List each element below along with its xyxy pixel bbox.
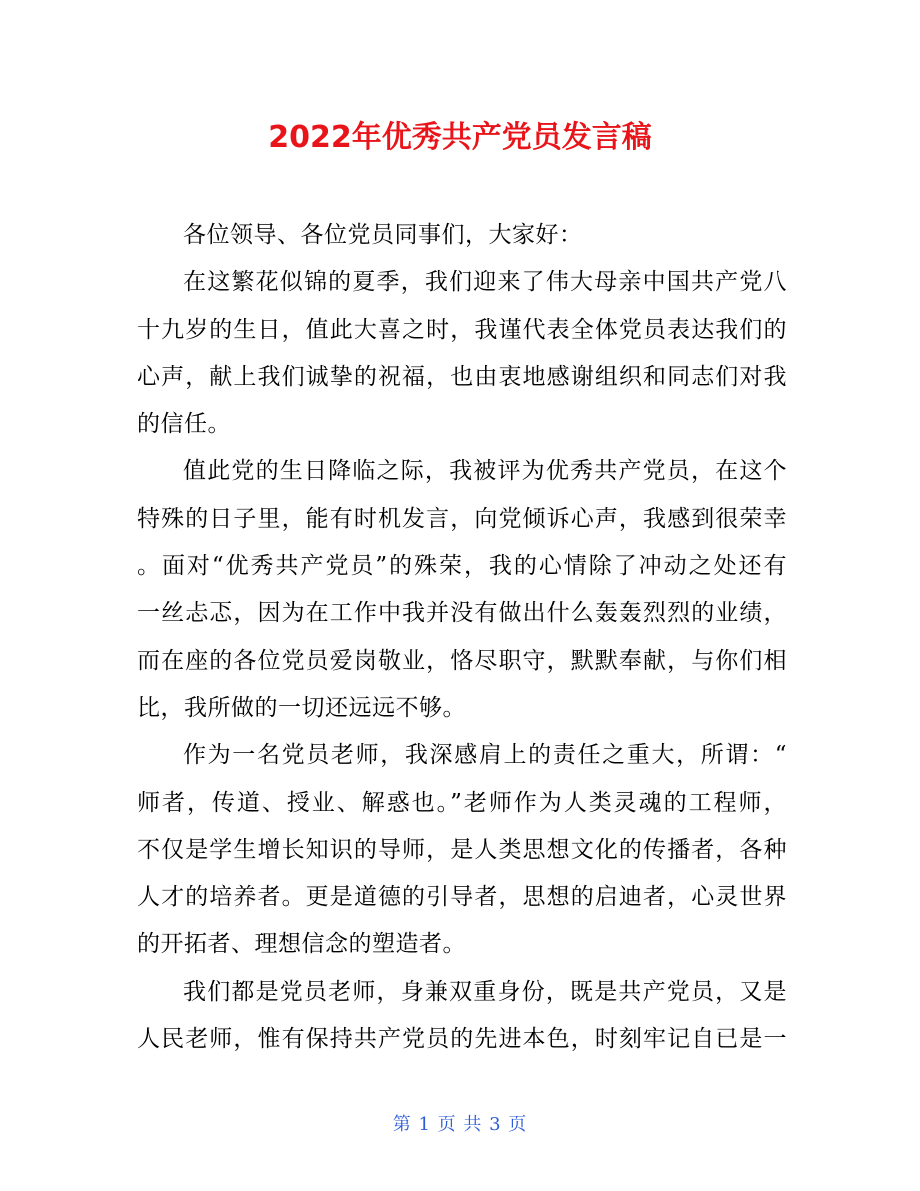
body-text-line: 而在座的各位党员爱岗敬业，恪尽职守，默默奉献，与你们相 bbox=[137, 647, 787, 674]
body-text-line: 作为一名党员老师，我深感肩上的责任之重大，所谓：“ bbox=[183, 742, 787, 769]
body-text-line: 心声，献上我们诚挚的祝福，也由衷地感谢组织和同志们对我 bbox=[137, 363, 787, 390]
body-text-line: 我们都是党员老师，身兼双重身份，既是共产党员，又是 bbox=[183, 978, 787, 1005]
body-text-line: 特殊的日子里，能有时机发言，向党倾诉心声，我感到很荣幸 bbox=[137, 505, 787, 532]
body-text-line: 。面对“优秀共产党员”的殊荣，我的心情除了冲动之处还有 bbox=[137, 553, 787, 580]
body-text-line: 一丝忐忑，因为在工作中我并没有做出什么轰轰烈烈的业绩， bbox=[137, 600, 787, 627]
body-text-line: 比，我所做的一切还远远不够。 bbox=[137, 694, 466, 721]
body-text-line: 十九岁的生日，值此大喜之时，我谨代表全体党员表达我们的 bbox=[137, 316, 787, 343]
document-body bbox=[137, 212, 787, 1063]
body-text-line: 值此党的生日降临之际，我被评为优秀共产党员，在这个 bbox=[183, 458, 787, 485]
body-text-line: 不仅是学生增长知识的导师，是人类思想文化的传播者，各种 bbox=[137, 836, 787, 863]
document-title: 2022年优秀共产党员发言稿 bbox=[268, 120, 652, 155]
body-text-line: 师者，传道、授业、解惑也。”老师作为人类灵魂的工程师， bbox=[137, 789, 787, 816]
body-text-line: 的开拓者、理想信念的塑造者。 bbox=[137, 931, 466, 958]
body-text-line: 人民老师，惟有保持共产党员的先进本色，时刻牢记自已是一 bbox=[137, 1026, 787, 1053]
body-text-line: 人才的培养者。更是道德的引导者，思想的启迪者，心灵世界 bbox=[137, 884, 787, 911]
page-footer: 第 1 页 共 3 页 bbox=[392, 1114, 528, 1135]
body-text-line: 在这繁花似锦的夏季，我们迎来了伟大母亲中国共产党八 bbox=[183, 269, 787, 296]
body-text-line: 的信任。 bbox=[137, 411, 231, 438]
body-text-line: 各位领导、各位党员同事们，大家好： bbox=[183, 222, 583, 248]
